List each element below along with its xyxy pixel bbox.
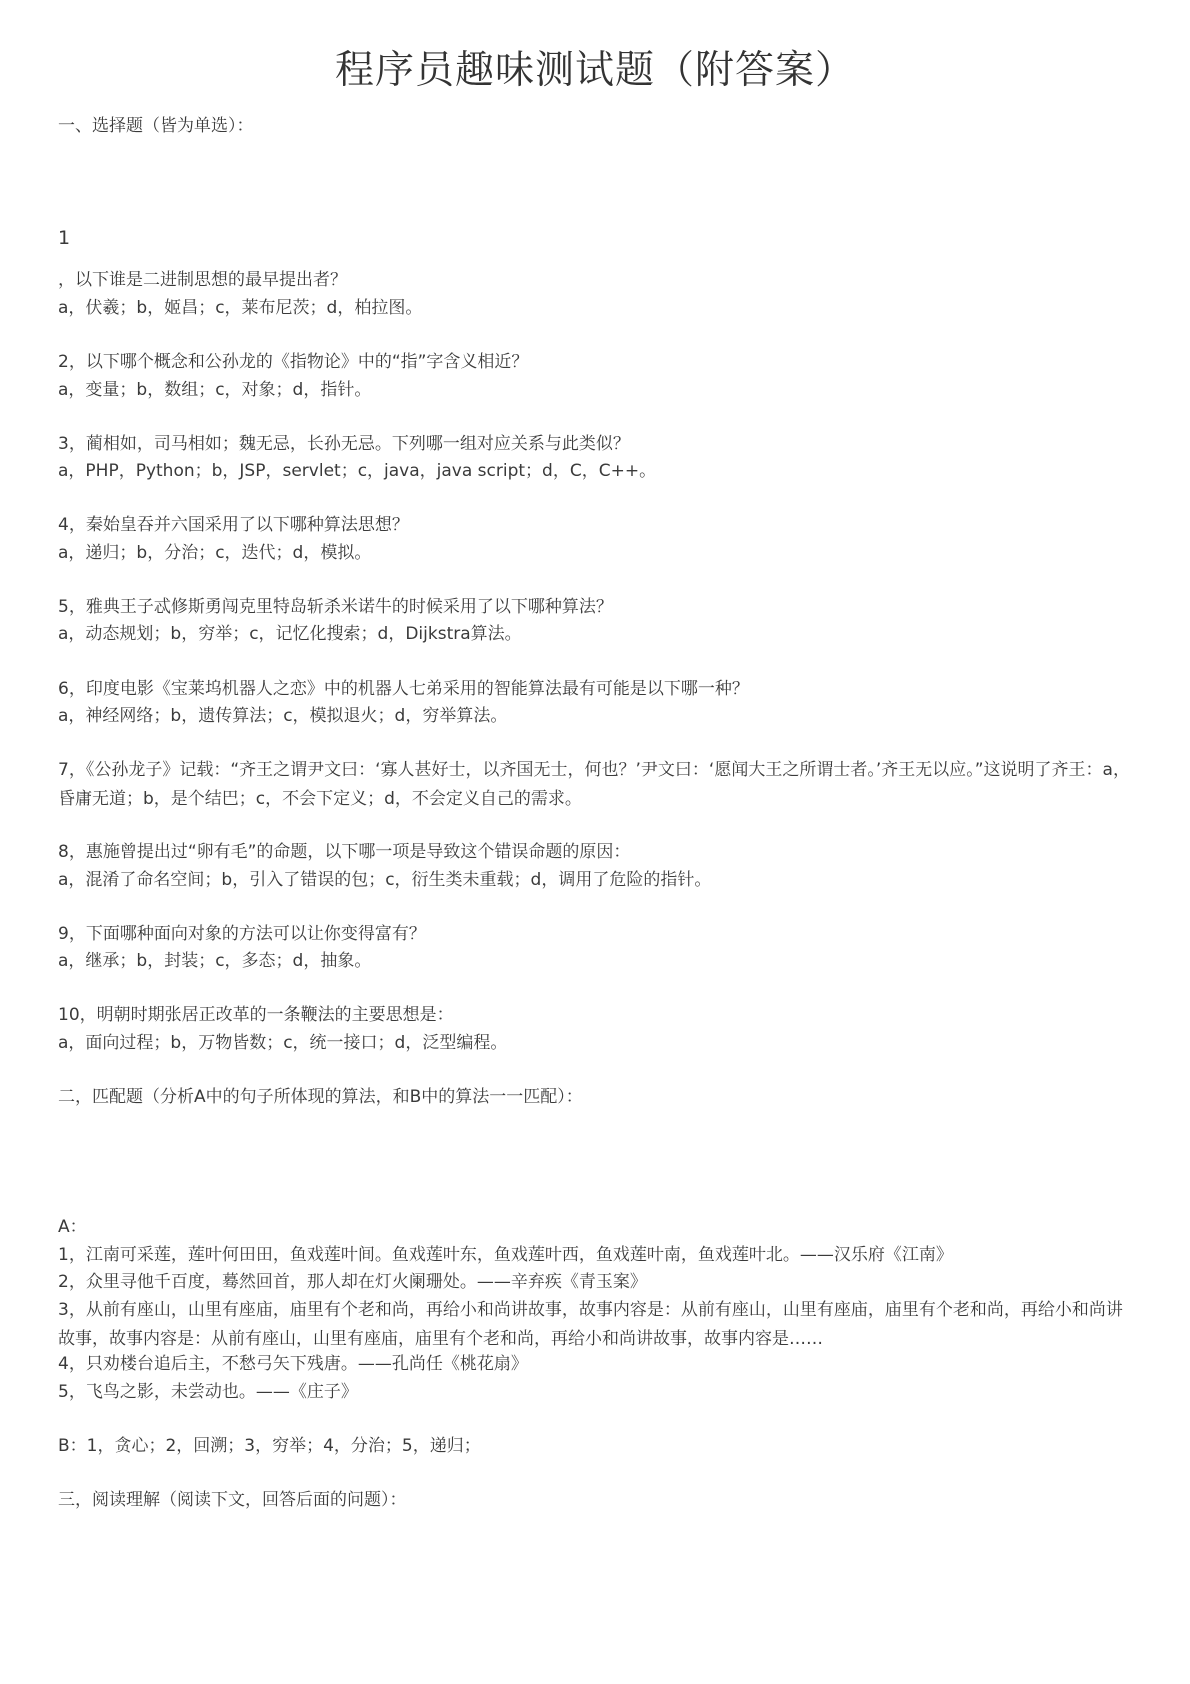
- question-10-text: 10，明朝时期张居正改革的一条鞭法的主要思想是：: [58, 1005, 454, 1025]
- question-2-options: a，变量；b，数组；c，对象；d，指针。: [58, 380, 372, 400]
- matching-a-label: A：: [58, 1217, 87, 1237]
- question-4-options: a，递归；b，分治；c，迭代；d，模拟。: [58, 543, 372, 563]
- question-1-text: ，以下谁是二进制思想的最早提出者？: [58, 270, 347, 290]
- question-5-options: a，动态规划；b，穷举；c，记忆化搜索；d，Dijkstra算法。: [58, 624, 522, 644]
- question-2-text: 2，以下哪个概念和公孙龙的《指物论》中的“指”字含义相近？: [58, 352, 529, 372]
- question-8-options: a，混淆了命名空间；b，引入了错误的包；c，衍生类未重载；d，调用了危险的指针。: [58, 870, 712, 890]
- section-1-heading: 一、选择题（皆为单选）：: [58, 116, 254, 136]
- question-1-options: a，伏羲；b，姬昌；c，莱布尼茨；d，柏拉图。: [58, 298, 423, 318]
- document-title: 程序员趣味测试题（附答案）: [334, 48, 855, 93]
- question-9-text: 9，下面哪种面向对象的方法可以让你变得富有？: [58, 924, 426, 944]
- matching-a-item-4: 4，只劝楼台追后主，不愁弓矢下残唐。——孔尚任《桃花扇》: [58, 1354, 528, 1374]
- question-6-text: 6，印度电影《宝莱坞机器人之恋》中的机器人七弟采用的智能算法最有可能是以下哪一种？: [58, 679, 749, 699]
- section-2-heading: 二，匹配题（分析A中的句子所体现的算法，和B中的算法一一匹配）：: [58, 1087, 583, 1107]
- question-3-options: a，PHP，Python；b，JSP，servlet；c，java，java script；d，C，C++。: [58, 461, 657, 481]
- matching-a-item-2: 2，众里寻他千百度，蓦然回首，那人却在灯火阑珊处。——辛弃疾《青玉案》: [58, 1272, 647, 1292]
- section-3-heading: 三，阅读理解（阅读下文，回答后面的问题）：: [58, 1490, 407, 1510]
- question-9-options: a，继承；b，封装；c，多态；d，抽象。: [58, 951, 372, 971]
- question-1-number: 1: [58, 227, 71, 249]
- question-3-text: 3，蔺相如，司马相如；魏无忌，长孙无忌。下列哪一组对应关系与此类似？: [58, 434, 630, 454]
- question-6-options: a，神经网络；b，遗传算法；c，模拟退火；d，穷举算法。: [58, 706, 508, 726]
- question-8-text: 8，惠施曾提出过“卵有毛”的命题，以下哪一项是导致这个错误命题的原因：: [58, 842, 631, 862]
- question-4-text: 4，秦始皇吞并六国采用了以下哪种算法思想？: [58, 515, 409, 535]
- question-5-text: 5，雅典王子忒修斯勇闯克里特岛斩杀米诺牛的时候采用了以下哪种算法？: [58, 597, 613, 617]
- matching-a-item-5: 5，飞鸟之影，未尝动也。——《庄子》: [58, 1382, 358, 1402]
- matching-a-item-3: 3，从前有座山，山里有座庙，庙里有个老和尚，再给小和尚讲故事，故事内容是：从前有座山，山里有座庙，庙里有个老和尚，再给小和尚讲故事，故事内容是：从前有座山，山里有座庙，庙里有个老和尚，再给小和尚讲故事，故事内容是……: [58, 1300, 1123, 1349]
- question-10-options: a，面向过程；b，万物皆数；c，统一接口；d，泛型编程。: [58, 1033, 508, 1053]
- matching-a-item-1: 1，江南可采莲，莲叶何田田，鱼戏莲叶间。鱼戏莲叶东，鱼戏莲叶西，鱼戏莲叶南，鱼戏莲叶北。——汉乐府《江南》: [58, 1245, 953, 1265]
- question-7-text: 7，《公孙龙子》记载：“齐王之谓尹文曰：‘寡人甚好士，以齐国无士，何也？’尹文曰：‘愿闻大王之所谓士者。’齐王无以应。”这说明了齐王：a，昏庸无道；b，是个结巴；c，不会下定义；d，不会定义自己的需求。: [58, 760, 1130, 809]
- matching-b-line: B：1，贪心；2，回溯；3，穷举；4，分治；5，递归；: [58, 1436, 481, 1456]
